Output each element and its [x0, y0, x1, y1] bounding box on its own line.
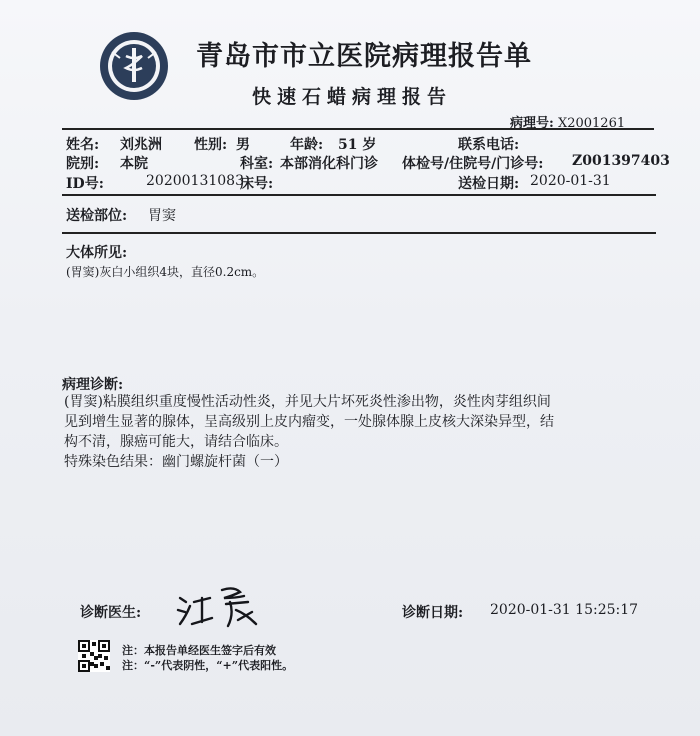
dept-label: 科室: — [240, 156, 274, 172]
pathology-number-label: 病理号: — [510, 116, 554, 131]
note-signature: 注：本报告单经医生签字后有效 — [122, 644, 276, 657]
sex-value: 男 — [236, 137, 250, 153]
divider-info — [62, 194, 656, 196]
doctor-label: 诊断医生: — [80, 605, 142, 621]
gross-text: (胃窦)灰白小组织4块，直径0.2cm。 — [66, 265, 265, 279]
specimen-site-label: 送检部位: — [66, 208, 128, 224]
gross-heading: 大体所见: — [66, 245, 128, 261]
phone-label: 联系电话: — [458, 137, 520, 153]
diagnosis-line: (胃窦)粘膜组织重度慢性活动性炎，并见大片坏死炎性渗出物，炎性肉芽组织间 — [64, 394, 551, 410]
diagnosis-date-value: 2020-01-31 15:25:17 — [490, 602, 639, 618]
name-label: 姓名: — [66, 137, 100, 153]
diagnosis-text — [64, 392, 554, 472]
diagnosis-line: 特殊染色结果：幽门螺旋杆菌（一） — [64, 454, 288, 470]
hospital-value: 本院 — [120, 156, 148, 172]
hospital-logo — [98, 30, 170, 102]
visit-number-label: 体检号/住院号/门诊号: — [402, 156, 544, 172]
id-value: 20200131083 — [146, 173, 244, 189]
specimen-site-value: 胃窦 — [148, 208, 176, 224]
age-value: 51 岁 — [338, 137, 377, 153]
divider-top — [62, 128, 654, 130]
diagnosis-date-label: 诊断日期: — [402, 605, 464, 621]
pathology-number-value: X2001261 — [557, 116, 626, 131]
visit-number-value: Z001397403 — [572, 153, 670, 169]
diagnosis-line: 见到增生显著的腺体，呈高级别上皮内瘤变，一处腺体腺上皮核大深染异型，结 — [64, 414, 554, 430]
age-label: 年龄: — [290, 137, 324, 153]
note-symbols: 注：“-”代表阴性，“+”代表阳性。 — [122, 659, 294, 672]
diagnosis-heading: 病理诊断: — [62, 377, 124, 393]
diagnosis-line: 构不清，腺癌可能大，请结合临床。 — [64, 434, 288, 450]
report-title: 青岛市市立医院病理报告单 — [196, 41, 532, 72]
divider-specimen — [62, 232, 656, 234]
qr-code — [78, 640, 110, 672]
doctor-signature — [176, 584, 266, 630]
id-label: ID号: — [66, 176, 104, 192]
sex-label: 性别: — [194, 137, 228, 153]
dept-value: 本部消化科门诊 — [280, 156, 378, 172]
hospital-label: 院别: — [66, 156, 100, 172]
sent-date-value: 2020-01-31 — [530, 173, 611, 189]
name-value: 刘兆洲 — [120, 137, 162, 153]
bed-label: 床号: — [240, 176, 274, 192]
report-subtitle: 快速石蜡病理报告 — [252, 86, 453, 108]
sent-date-label: 送检日期: — [458, 176, 520, 192]
